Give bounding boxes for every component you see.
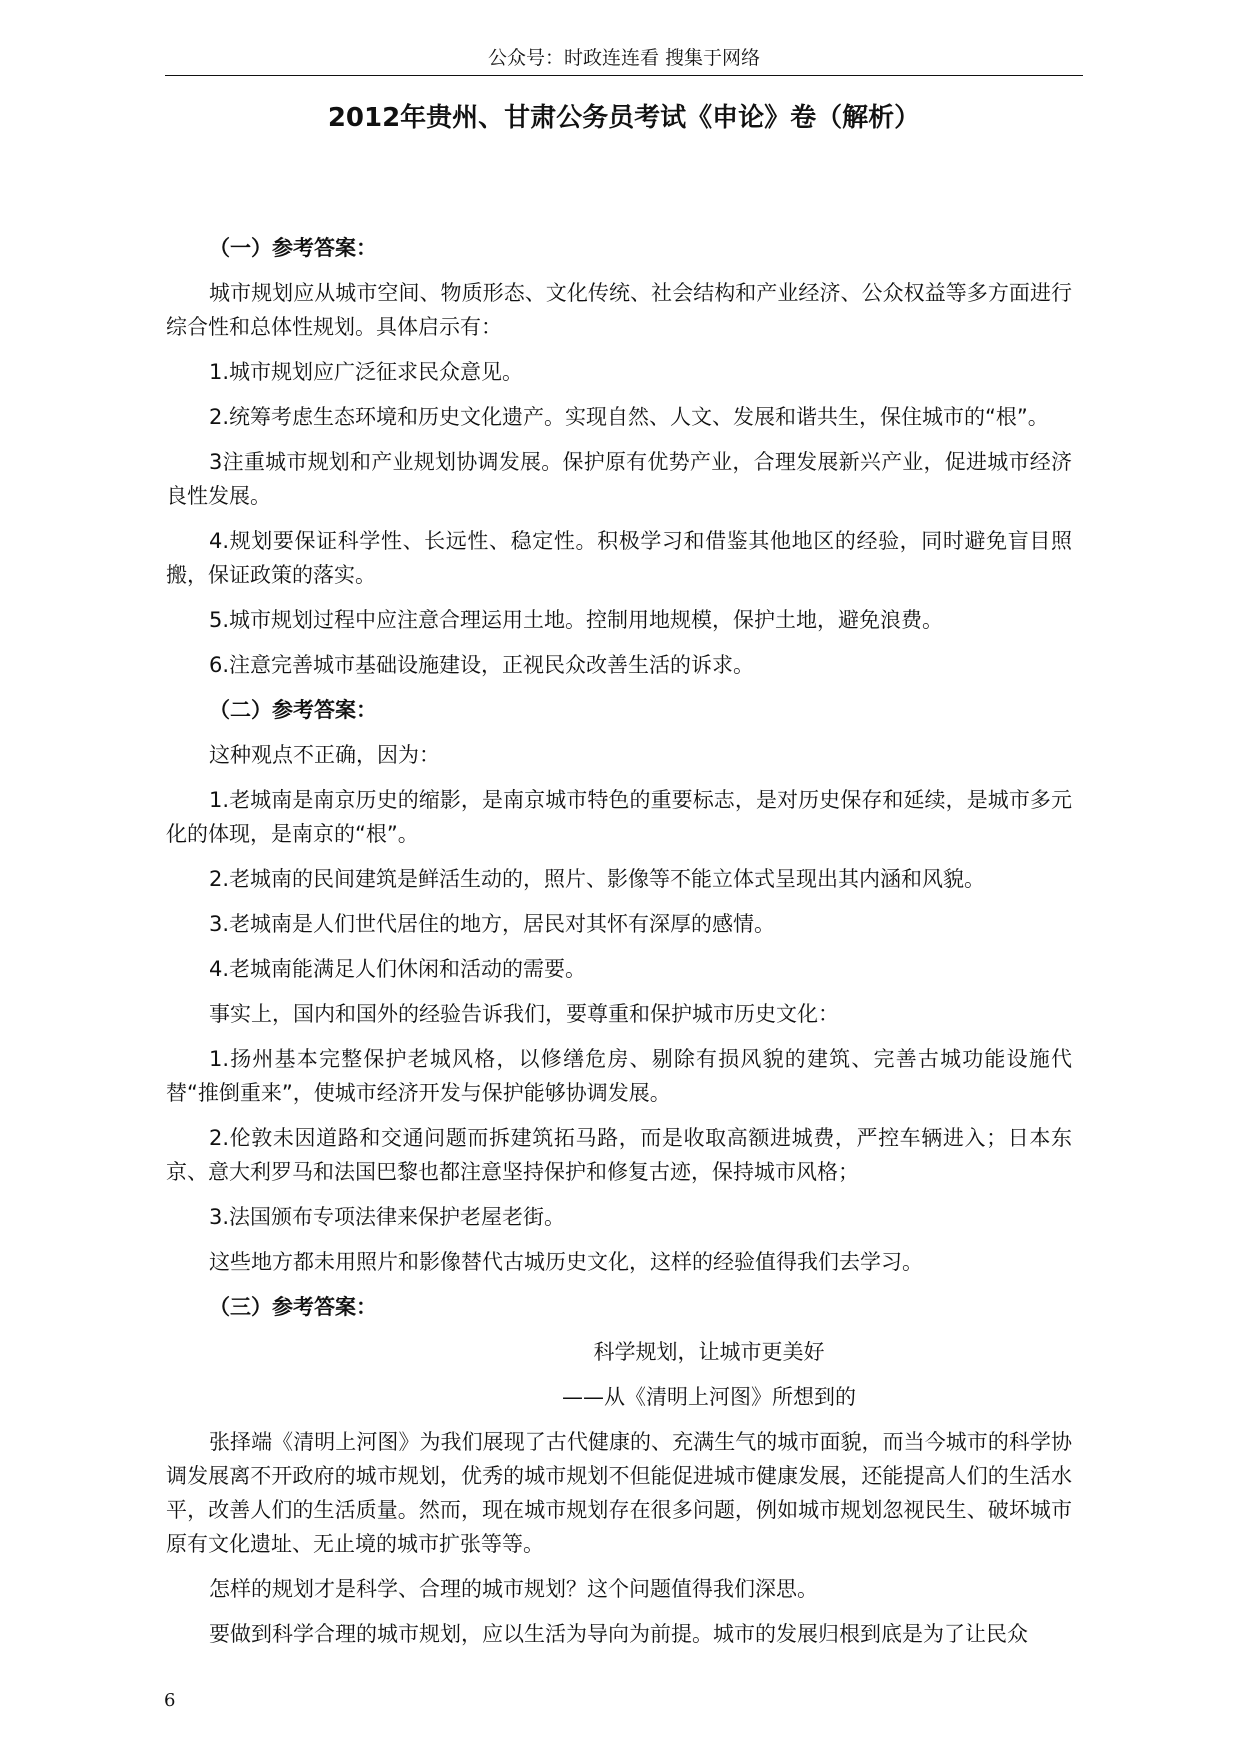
page-header: 公众号：时政连连看 搜集于网络 — [487, 47, 761, 69]
list-item: 3注重城市规划和产业规划协调发展。保护原有优势产业，合理发展新兴产业，促进城市经济良性发展。 — [166, 450, 1072, 508]
list-item: 4.规划要保证科学性、长远性、稳定性。积极学习和借鉴其他地区的经验，同时避免盲目照搬，保证政策的落实。 — [166, 529, 1072, 587]
list-item: 2.老城南的民间建筑是鲜活生动的，照片、影像等不能立体式呈现出其内涵和风貌。 — [209, 867, 986, 891]
list-item: 1.老城南是南京历史的缩影，是南京城市特色的重要标志，是对历史保存和延续，是城市多元化的体现，是南京的“根”。 — [166, 788, 1072, 846]
list-item: 3.老城南是人们世代居住的地方，居民对其怀有深厚的感情。 — [209, 912, 776, 936]
paragraph: 事实上，国内和国外的经验告诉我们，要尊重和保护城市历史文化： — [209, 1002, 839, 1026]
paragraph: 要做到科学合理的城市规划，应以生活为导向为前提。城市的发展归根到底是为了让民众 — [209, 1622, 1028, 1646]
paragraph: 怎样的规划才是科学、合理的城市规划？这个问题值得我们深思。 — [209, 1577, 818, 1601]
section-heading-2: （二）参考答案： — [209, 698, 377, 722]
list-item: 5.城市规划过程中应注意合理运用土地。控制用地规模，保护土地，避免浪费。 — [209, 608, 944, 632]
list-item: 6.注意完善城市基础设施建设，正视民众改善生活的诉求。 — [209, 653, 755, 677]
essay-subtitle: ——从《清明上河图》所想到的 — [562, 1385, 856, 1409]
essay-title: 科学规划，让城市更美好 — [593, 1340, 825, 1364]
paragraph: 城市规划应从城市空间、物质形态、文化传统、社会结构和产业经济、公众权益等多方面进行综合性和总体性规划。具体启示有： — [166, 281, 1072, 339]
paragraph: 张择端《清明上河图》为我们展现了古代健康的、充满生气的城市面貌，而当今城市的科学协调发展离不开政府的城市规划，优秀的城市规划不但能促进城市健康发展，还能提高人们的生活水平，改善人们的生活质量。然而，现在城市规划存在很多问题，例如城市规划忽视民生、破坏城市原有文化遗址、无止境的城市扩张等等。 — [166, 1430, 1072, 1556]
section-heading-1: （一）参考答案： — [209, 236, 377, 260]
section-heading-3: （三）参考答案： — [209, 1295, 377, 1319]
paragraph: 这种观点不正确，因为： — [209, 743, 440, 767]
document-body — [166, 231, 1072, 1651]
list-item: 2.伦敦未因道路和交通问题而拆建筑拓马路，而是收取高额进城费，严控车辆进入；日本东京、意大利罗马和法国巴黎也都注意坚持保护和修复古迹，保持城市风格； — [166, 1126, 1072, 1184]
list-item: 4.老城南能满足人们休闲和活动的需要。 — [209, 957, 587, 981]
document-title: 2012年贵州、甘肃公务员考试《申论》卷（解析） — [327, 103, 921, 133]
header-rule — [165, 75, 1083, 76]
page-number: 6 — [164, 1690, 176, 1711]
list-item: 2.统筹考虑生态环境和历史文化遗产。实现自然、人文、发展和谐共生，保住城市的“根”。 — [209, 405, 1049, 429]
list-item: 1.扬州基本完整保护老城风格，以修缮危房、剔除有损风貌的建筑、完善古城功能设施代替“推倒重来”，使城市经济开发与保护能够协调发展。 — [166, 1047, 1072, 1105]
list-item: 1.城市规划应广泛征求民众意见。 — [209, 360, 524, 384]
paragraph: 这些地方都未用照片和影像替代古城历史文化，这样的经验值得我们去学习。 — [209, 1250, 923, 1274]
list-item: 3.法国颁布专项法律来保护老屋老街。 — [209, 1205, 566, 1229]
